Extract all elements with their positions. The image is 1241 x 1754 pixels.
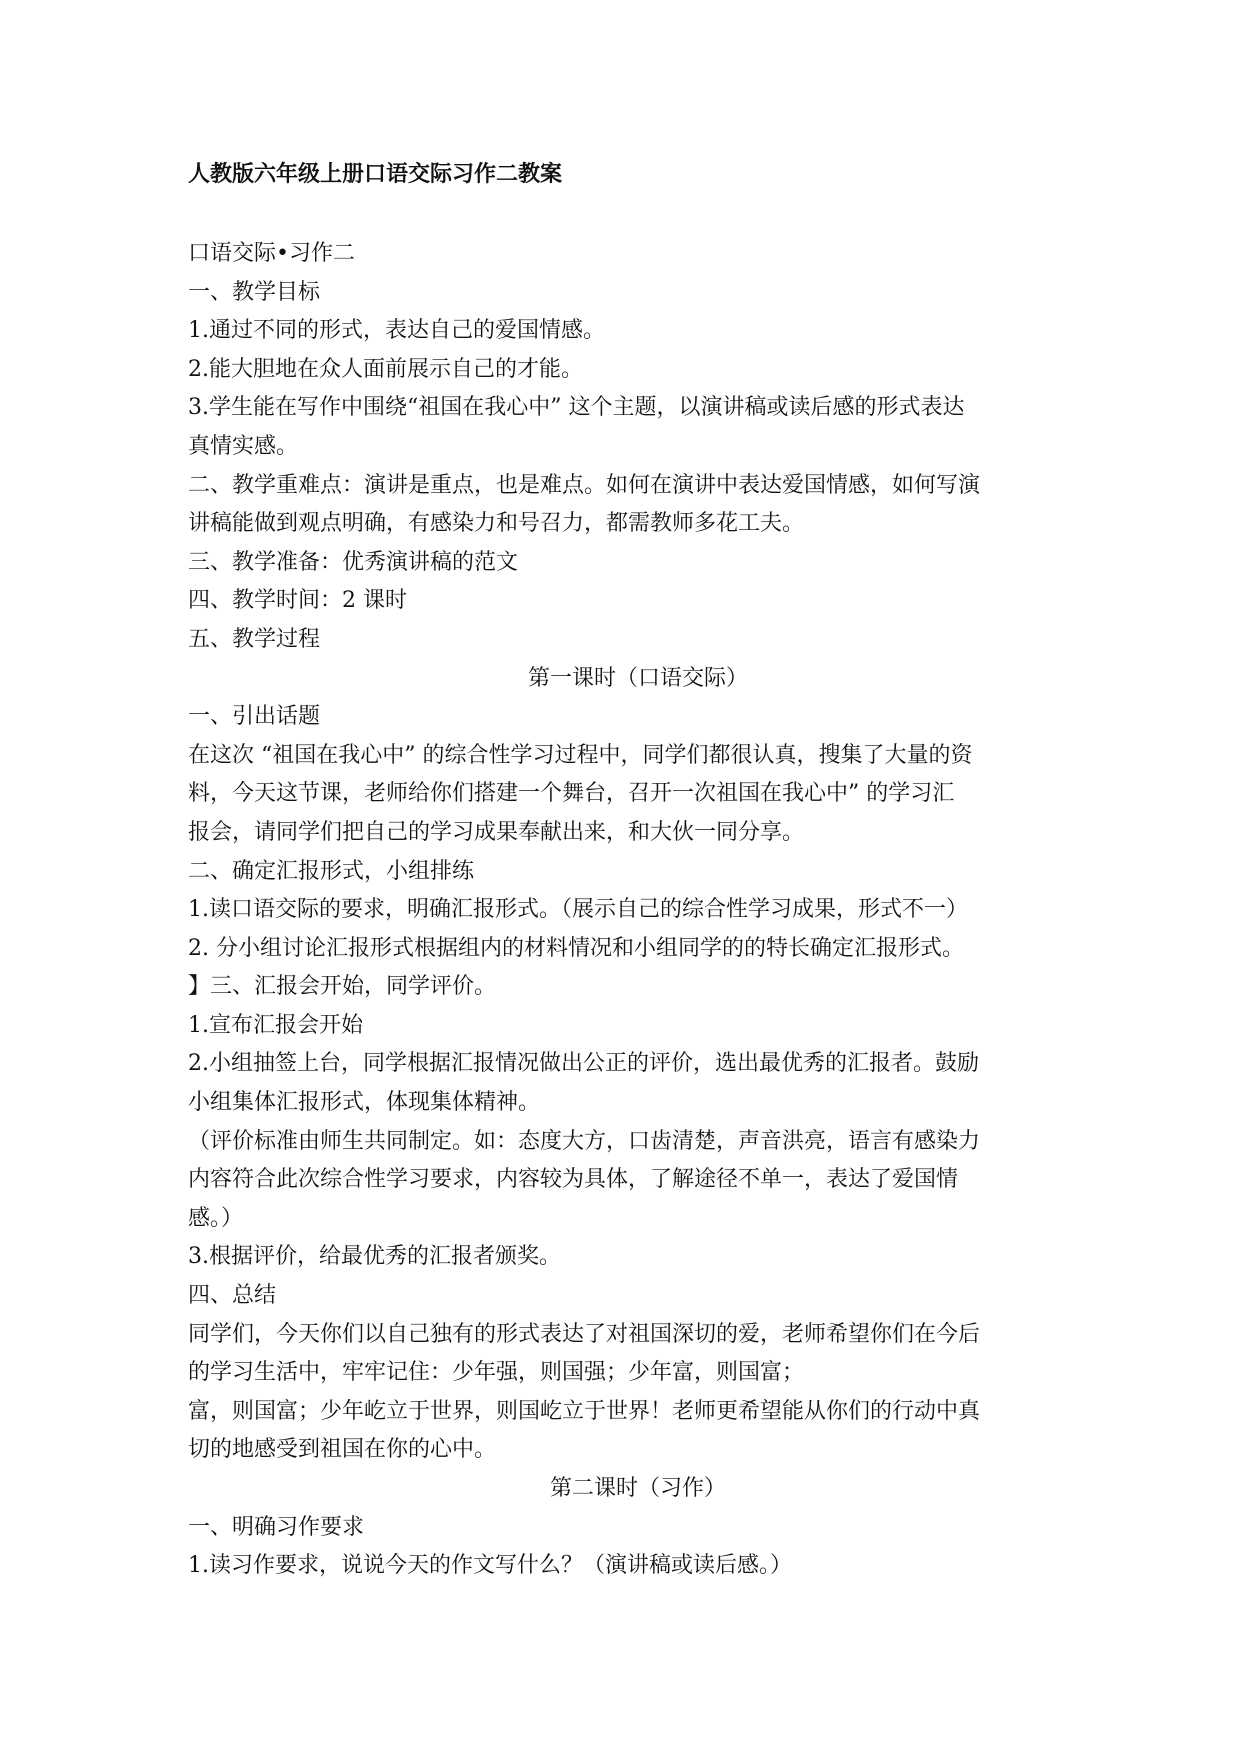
paragraph-intro-line-2: 料，今天这节课，老师给你们搭建一个舞台，召开一次祖国在我心中” 的学习汇 [188, 781, 955, 807]
step-report-form: 二、确定汇报形式，小组排练 [188, 858, 475, 884]
goal-item-3-cont: 真情实感。 [188, 433, 299, 459]
step-summary: 四、总结 [188, 1283, 277, 1309]
heading-key-points: 二、教学重难点：演讲是重点，也是难点。如何在演讲中表达爱国情感，如何写演 [188, 472, 981, 498]
summary-line-4: 切的地感受到祖国在你的心中。 [188, 1437, 497, 1463]
step-introduce-topic: 一、引出话题 [188, 704, 321, 730]
heading-preparation: 三、教学准备：优秀演讲稿的范文 [188, 549, 519, 575]
report-item-1: 1.读口语交际的要求，明确汇报形式。（展示自己的综合性学习成果，形式不一） [188, 897, 968, 923]
evaluation-criteria-line-1: （评价标准由师生共同制定。如：态度大方，口齿清楚，声音洪亮，语言有感染力 [188, 1128, 981, 1154]
begin-item-3: 3.根据评价，给最优秀的汇报者颁奖。 [188, 1244, 561, 1270]
goal-item-1: 1.通过不同的形式，表达自己的爱国情感。 [188, 318, 605, 344]
document-title: 人教版六年级上册口语交际习作二教案 [188, 161, 563, 187]
begin-item-2: 2.小组抽签上台，同学根据汇报情况做出公正的评价，选出最优秀的汇报者。鼓励 [188, 1051, 979, 1077]
section-heading-oral-writing: 口语交际•习作二 [188, 241, 355, 266]
summary-line-2: 的学习生活中，牢牢记住：少年强，则国强；少年富，则国富； [188, 1360, 805, 1386]
heading-teaching-time: 四、教学时间：2 课时 [188, 588, 407, 614]
begin-item-1: 1.宣布汇报会开始 [188, 1012, 363, 1038]
step-report-begin: 】三、汇报会开始，同学评价。 [188, 974, 497, 1000]
goal-item-2: 2.能大胆地在众人面前展示自己的才能。 [188, 356, 583, 382]
heading-teaching-goals: 一、教学目标 [188, 279, 321, 305]
summary-line-3: 富，则国富；少年屹立于世界，则国屹立于世界！老师更希望能从你们的行动中真 [188, 1398, 981, 1424]
paragraph-intro-line-1: 在这次 “祖国在我心中” 的综合性学习过程中，同学们都很认真，搜集了大量的资 [188, 742, 973, 768]
key-points-cont: 讲稿能做到观点明确，有感染力和号召力，都需教师多花工夫。 [188, 511, 805, 537]
begin-item-2-cont: 小组集体汇报形式，体现集体精神。 [188, 1090, 541, 1116]
report-item-2: 2. 分小组讨论汇报形式根据组内的材料情况和小组同学的的特长确定汇报形式。 [188, 935, 964, 961]
goal-item-3: 3.学生能在写作中围绕“祖国在我心中” 这个主题，以演讲稿或读后感的形式表达 [188, 395, 965, 421]
writing-item-1: 1.读习作要求，说说今天的作文写什么？（演讲稿或读后感。） [188, 1553, 792, 1579]
heading-teaching-process: 五、教学过程 [188, 626, 321, 652]
paragraph-intro-line-3: 报会，请同学们把自己的学习成果奉献出来，和大伙一同分享。 [188, 819, 805, 845]
document-body [188, 235, 1088, 1586]
evaluation-criteria-line-2: 内容符合此次综合性学习要求，内容较为具体，了解途径不单一，表达了爱国情 [188, 1167, 959, 1193]
lesson-2-heading: 第二课时（习作） [549, 1476, 726, 1501]
step-writing-requirements: 一、明确习作要求 [188, 1514, 365, 1540]
summary-line-1: 同学们，今天你们以自己独有的形式表达了对祖国深切的爱，老师希望你们在今后 [188, 1321, 981, 1347]
lesson-1-heading: 第一课时（口语交际） [527, 665, 748, 691]
evaluation-criteria-line-3: 感。） [188, 1205, 244, 1231]
